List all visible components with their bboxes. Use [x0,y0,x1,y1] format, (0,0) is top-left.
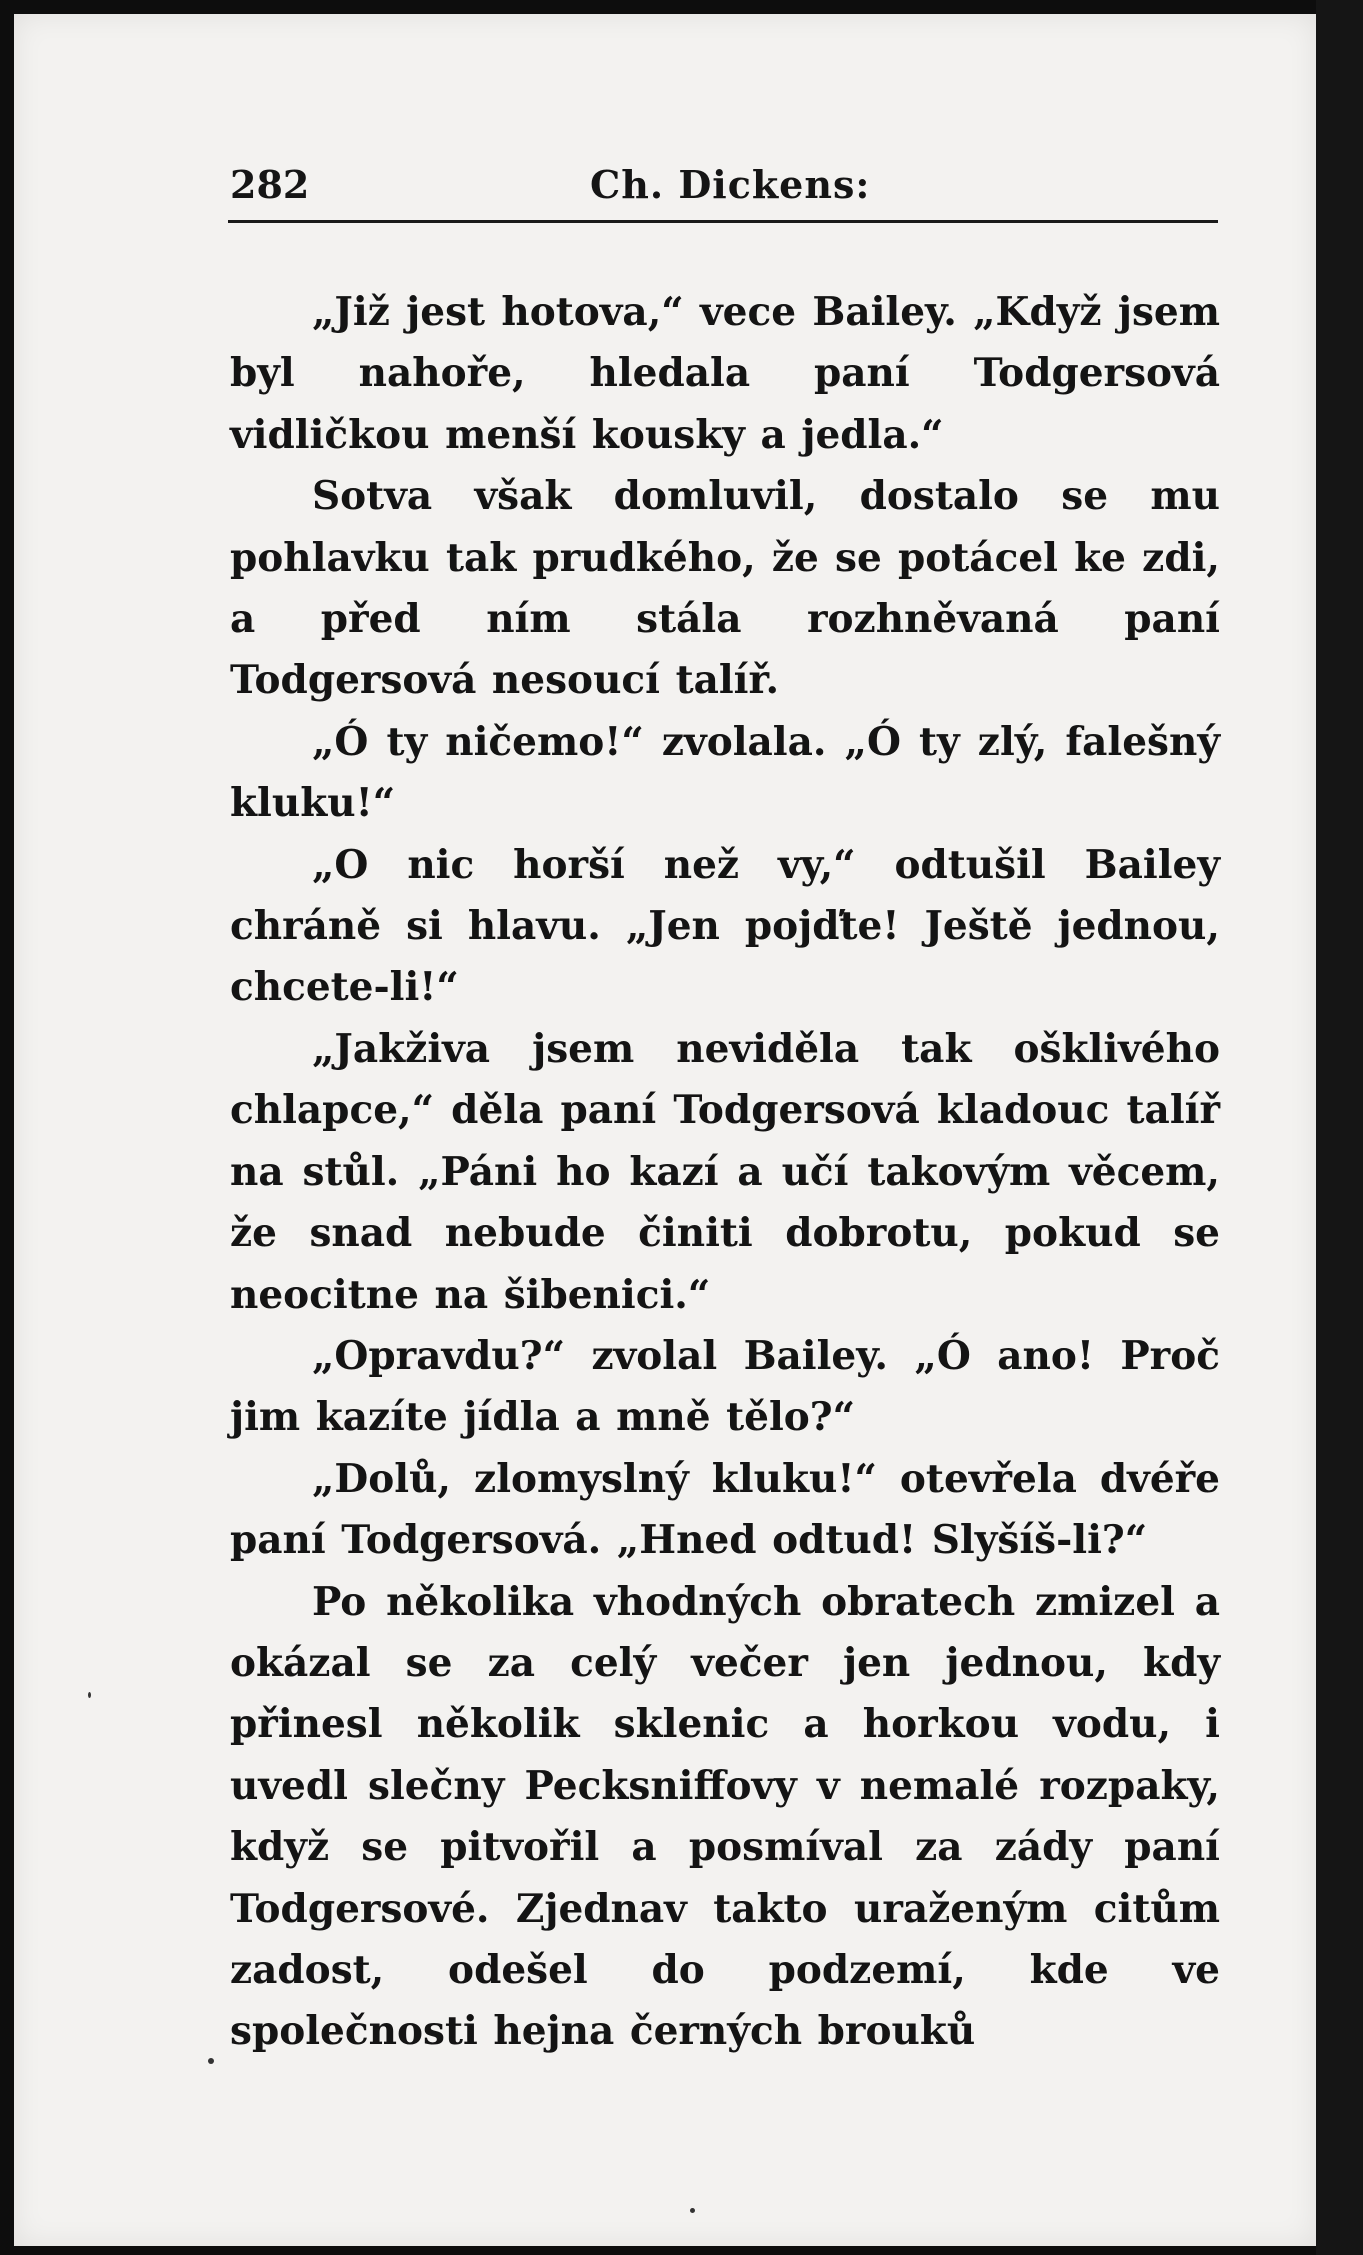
page-header [230,162,1217,214]
paragraph: „Ó ty ničemo!“ zvolala. „Ó ty zlý, falešný kluku!“ [230,718,1220,827]
paragraph: „Již jest hotova,“ vece Bailey. „Když jsem byl nahoře, hledala paní Todgersová vidličkou menší kousky a jedla.“ [230,289,1220,458]
paper-speck [88,1692,91,1698]
paper-speck [208,2058,214,2064]
paragraph: Po několika vhodných obratech zmizel a okázal se za celý večer jen jednou, kdy přinesl několik sklenic a horkou vodu, i uvedl slečny Pecksniffovy v nemalé rozpaky, když se pitvořil a posmíval za zády paní Todgersové. Zjednav takto uraženým citům zadost, odešel do podzemí, kde ve společnosti hejna černých brouků [230,1578,1220,2055]
running-head: Ch. Dickens: [590,162,871,207]
paragraph: „Opravdu?“ zvolal Bailey. „Ó ano! Proč jim kazíte jídla a mně tělo?“ [230,1332,1220,1441]
paragraph: Sotva však domluvil, dostalo se mu pohlavku tak prudkého, že se potácel ke zdi, a před ním stála rozhněvaná paní Todgersová nesoucí talíř. [230,473,1220,704]
body-text [230,282,1220,2063]
paragraph: „Jakživa jsem neviděla tak ošklivého chlapce,“ děla paní Todgersová kladouc talíř na stůl. „Páni ho kazí a učí takovým věcem, že snad nebude činiti dobrotu, pokud se neocitne na šibenici.“ [230,1025,1220,1318]
page-edge-shadow [1316,0,1363,2255]
header-rule [228,220,1218,223]
paragraph: „Dolů, zlomyslný kluku!“ otevřela dvéře paní Todgersová. „Hned odtud! Slyšíš-li?“ [230,1455,1220,1564]
paper-speck [690,2208,695,2213]
page-number: 282 [230,162,310,207]
paragraph: „O nic horší než vy,“ odtušil Bailey chráně si hlavu. „Jen pojďte! Ještě jednou, chcete-li!“ [230,841,1220,1011]
